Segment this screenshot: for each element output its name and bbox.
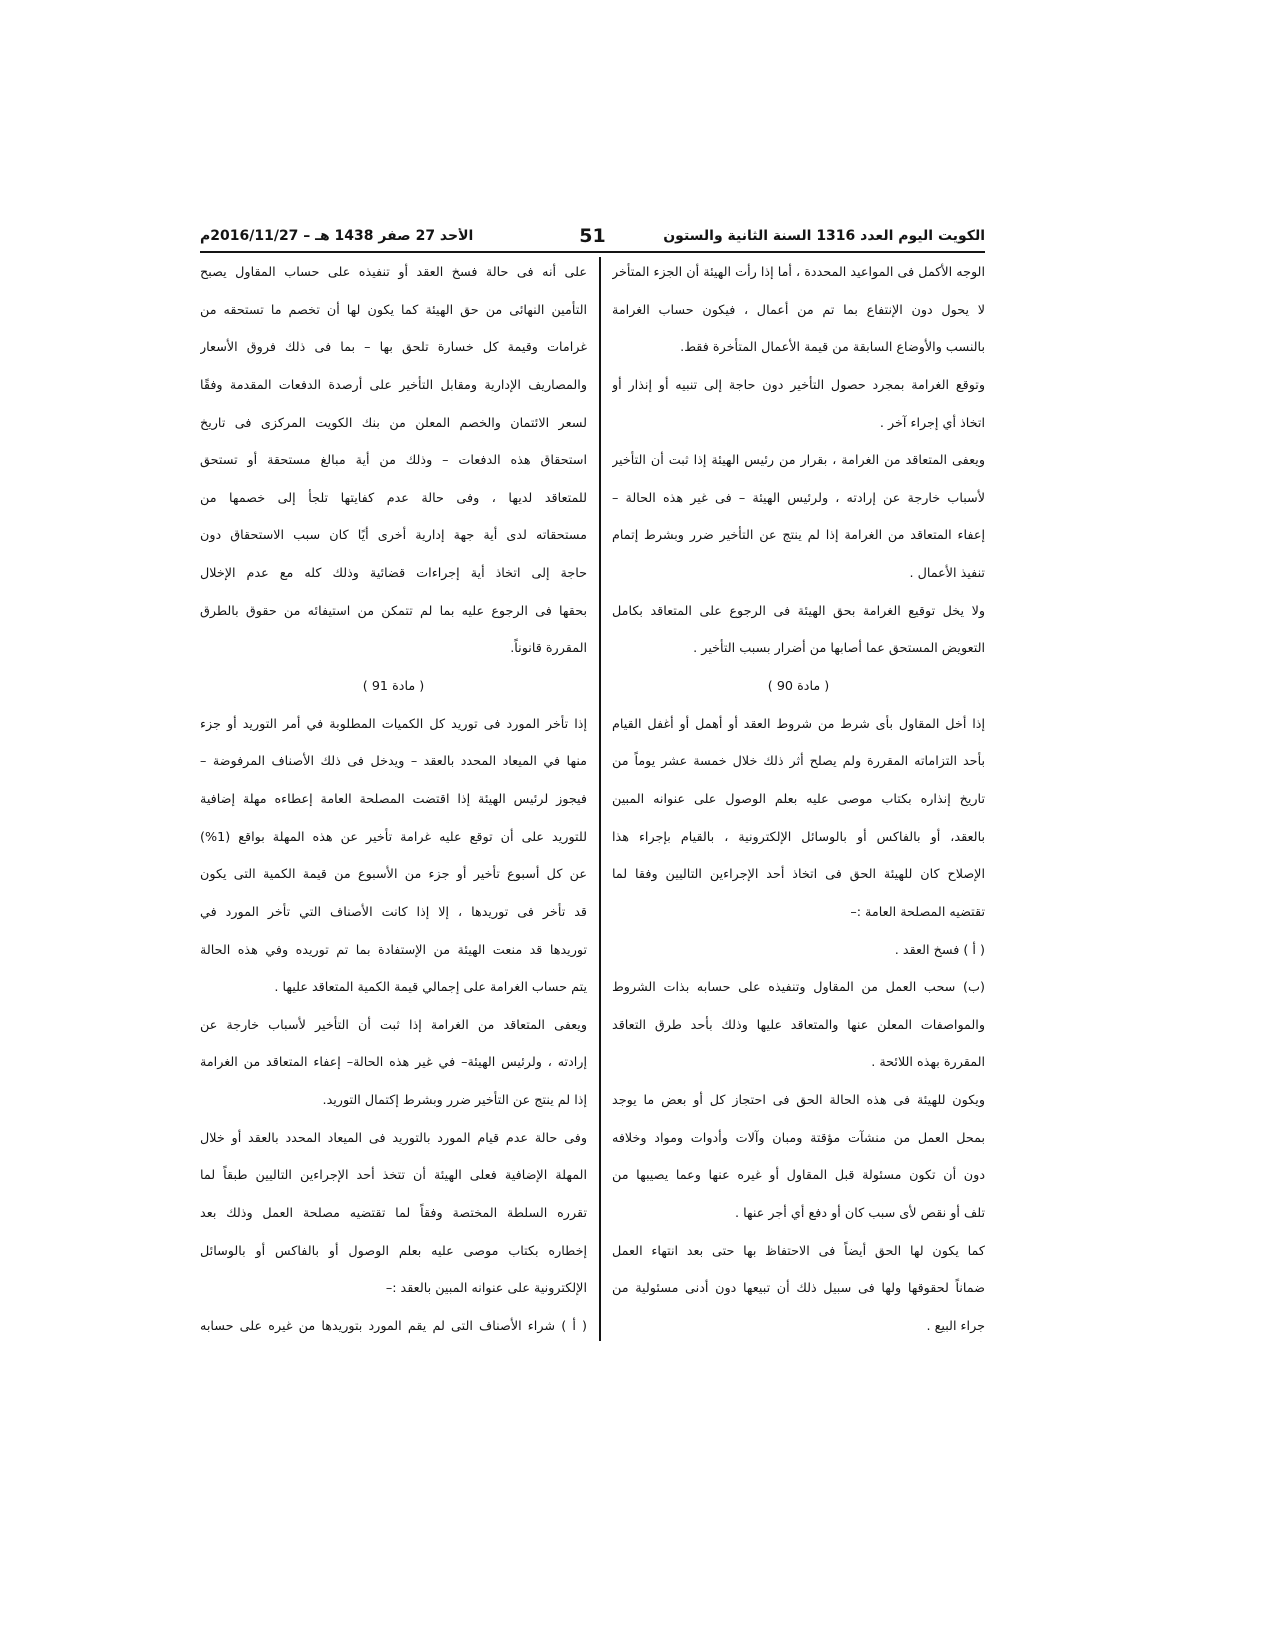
text-line: اتخاذ أي إجراء آخر . bbox=[879, 415, 985, 431]
text-line: ضماناً لحقوقها ولها فى سبيل ذلك أن تبيعها دون أدنى مسئولية من bbox=[612, 1281, 985, 1297]
paragraph bbox=[200, 1120, 587, 1308]
text-line: بالعقد، أو بالفاكس أو بالوسائل الإلكترونية ، بالقيام بإجراء هذا bbox=[612, 829, 985, 845]
text-line: غرامات وقيمة كل خسارة تلحق بها – بما فى ذلك فروق الأسعار bbox=[200, 340, 587, 356]
article-heading: ( مادة 91 ) bbox=[362, 679, 425, 695]
text-line: المقررة بهذه اللائحة . bbox=[871, 1055, 985, 1071]
text-line: وفى حالة عدم قيام المورد بالتوريد فى الميعاد المحدد بالعقد أو خلال bbox=[200, 1130, 587, 1146]
text-line: استحقاق هذه الدفعات – وذلك من أية مبالغ مستحقة أو تستحق bbox=[200, 453, 587, 469]
text-line: بالنسب والأوضاع السابقة من قيمة الأعمال المتأخرة فقط. bbox=[680, 340, 985, 356]
text-line: يتم حساب الغرامة على إجمالي قيمة الكمية المتعاقد عليها . bbox=[274, 980, 587, 996]
text-line: تلف أو نقص لأى سبب كان أو دفع أي أجر عنها . bbox=[735, 1206, 985, 1222]
text-line: لأسباب خارجة عن إرادته ، ولرئيس الهيئة – فى غير هذه الحالة – bbox=[612, 490, 985, 506]
text-line: إرادته ، ولرئيس الهيئة– في غير هذه الحالة– إعفاء المتعاقد من الغرامة bbox=[200, 1055, 587, 1071]
text-line: دون أن تكون مسئولة قبل المقاول أو غيره عنها وعما يصيبها من bbox=[612, 1168, 985, 1184]
paragraph bbox=[612, 932, 985, 970]
text-line: ويعفى المتعاقد من الغرامة ، بقرار من رئيس الهيئة إذا ثبت أن التأخير bbox=[612, 453, 985, 469]
text-line: منها في الميعاد المحدد بالعقد – ويدخل فى ذلك الأصناف المرفوضة – bbox=[200, 754, 587, 770]
text-line: ( أ ) شراء الأصناف التى لم يقم المورد بتوريدها من غيره على حسابه bbox=[200, 1318, 587, 1334]
text-line: جراء البيع . bbox=[926, 1318, 985, 1334]
publication-title: الكويت اليوم العدد 1316 السنة الثانية والستون bbox=[663, 228, 985, 244]
column-divider bbox=[599, 257, 601, 1341]
text-line: (ب) سحب العمل من المقاول وتنفيذه على حسابه بذات الشروط bbox=[612, 980, 985, 996]
paragraph bbox=[612, 706, 985, 932]
text-line: قد تأخر فى توريدها ، إلا إذا كانت الأصناف التي تأخر المورد في bbox=[200, 904, 587, 920]
page-number: 51 bbox=[579, 225, 606, 247]
paragraph bbox=[200, 254, 587, 668]
text-line: لا يحول دون الإنتفاع بما تم من أعمال ، فيكون حساب الغرامة bbox=[612, 302, 985, 318]
text-line: والمصاريف الإدارية ومقابل التأخير على أرصدة الدفعات المقدمة وفقًا bbox=[200, 377, 587, 393]
text-line: وتوقع الغرامة بمجرد حصول التأخير دون حاجة إلى تنبيه أو إنذار أو bbox=[612, 377, 985, 393]
text-line: حاجة إلى اتخاذ أية إجراءات قضائية وذلك كله مع عدم الإخلال bbox=[200, 566, 587, 582]
text-line: تقرره السلطة المختصة وفقاً لما تقتضيه مصلحة العمل وذلك بعد bbox=[200, 1206, 587, 1222]
text-line: كما يكون لها الحق أيضاً فى الاحتفاظ بها حتى بعد انتهاء العمل bbox=[612, 1243, 985, 1259]
paragraph bbox=[612, 254, 985, 367]
text-line: إذا لم ينتج عن التأخير ضرر وبشرط إكتمال التوريد. bbox=[322, 1093, 587, 1109]
text-line: الإلكترونية على عنوانه المبين بالعقد :– bbox=[385, 1281, 587, 1297]
header-rule bbox=[200, 251, 985, 253]
paragraph bbox=[612, 593, 985, 668]
paragraph bbox=[612, 969, 985, 1082]
text-line: عن كل أسبوع تأخير أو جزء من الأسبوع من قيمة الكمية التى يكون bbox=[200, 867, 587, 883]
page-header bbox=[200, 222, 985, 250]
paragraph bbox=[612, 442, 985, 593]
text-line: تاريخ إنذاره بكتاب موصى عليه بعلم الوصول على عنوانه المبين bbox=[612, 791, 985, 807]
text-line: ويعفى المتعاقد من الغرامة إذا ثبت أن التأخير لأسباب خارجة عن bbox=[200, 1017, 587, 1033]
text-line: إذا أخل المقاول بأى شرط من شروط العقد أو أهمل أو أغفل القيام bbox=[612, 716, 985, 732]
text-line: توريدها قد منعت الهيئة من الإستفادة بما تم توريده وفي هذه الحالة bbox=[200, 942, 587, 958]
text-line: المقررة قانوناً. bbox=[510, 641, 587, 657]
text-line: إعفاء المتعاقد من الغرامة إذا لم ينتج عن التأخير ضرر وبشرط إتمام bbox=[612, 528, 985, 544]
article-heading: ( مادة 90 ) bbox=[767, 679, 830, 695]
text-line: فيجوز لرئيس الهيئة إذا اقتضت المصلحة العامة إعطاءه مهلة إضافية bbox=[200, 791, 587, 807]
text-line: مستحقاته لدى أية جهة إدارية أخرى أيًا كان سبب الاستحقاق دون bbox=[200, 528, 587, 544]
text-line: على أنه فى حالة فسخ العقد أو تنفيذه على حساب المقاول يصبح bbox=[200, 265, 587, 280]
text-line: ولا يخل توقيع الغرامة بحق الهيئة فى الرجوع على المتعاقد بكامل bbox=[612, 603, 985, 619]
column-left bbox=[200, 254, 587, 1346]
text-line: التأمين النهائى من حق الهيئة كما يكون لها أن تخصم ما تستحقه من bbox=[200, 302, 587, 318]
text-line: الوجه الأكمل فى المواعيد المحددة ، أما إذا رأت الهيئة أن الجزء المتأخر bbox=[612, 265, 985, 280]
paragraph bbox=[200, 1007, 587, 1120]
text-line: المهلة الإضافية فعلى الهيئة أن تتخذ أحد الإجراءين التاليين طبقاً لما bbox=[200, 1168, 587, 1184]
column-right bbox=[612, 254, 985, 1346]
text-line: تقتضيه المصلحة العامة :– bbox=[850, 904, 985, 920]
text-line: بمحل العمل من منشآت مؤقتة ومبان وآلات وأدوات ومواد وخلافه bbox=[612, 1130, 985, 1146]
text-line: ويكون للهيئة فى هذه الحالة الحق فى احتجاز كل أو بعض ما يوجد bbox=[612, 1093, 985, 1109]
issue-date: الأحد 27 صفر 1438 هـ – 2016/11/27م bbox=[200, 228, 474, 244]
paragraph bbox=[612, 1082, 985, 1233]
text-line: ( أ ) فسخ العقد . bbox=[894, 942, 985, 958]
text-line: لسعر الائتمان والخصم المعلن من بنك الكويت المركزى فى تاريخ bbox=[200, 415, 587, 431]
text-line: بأحد التزاماته المقررة ولم يصلح أثر ذلك خلال خمسة عشر يوماً من bbox=[612, 754, 985, 770]
text-line: تنفيذ الأعمال . bbox=[909, 566, 985, 582]
text-line: الإصلاح كان للهيئة الحق فى اتخاذ أحد الإجراءين التاليين وفقا لما bbox=[612, 867, 985, 883]
text-line: إخطاره بكتاب موصى عليه بعلم الوصول أو بالفاكس أو بالوسائل bbox=[200, 1243, 587, 1259]
text-line: للتوريد على أن توقع عليه غرامة تأخير عن هذه المهلة بواقع (1%) bbox=[200, 829, 587, 845]
text-line: التعويض المستحق عما أصابها من أضرار بسبب التأخير . bbox=[693, 641, 985, 657]
text-line: للمتعاقد لديها ، وفى حالة عدم كفايتها تلجأ إلى خصمها من bbox=[200, 490, 587, 506]
paragraph bbox=[612, 1233, 985, 1346]
text-line: إذا تأخر المورد فى توريد كل الكميات المطلوبة في أمر التوريد أو جزء bbox=[200, 716, 587, 732]
text-line: والمواصفات المعلن عنها والمتعاقد عليها وذلك بأحد طرق التعاقد bbox=[612, 1017, 985, 1033]
text-line: بحقها فى الرجوع عليه بما لم تتمكن من استيفائه من حقوق بالطرق bbox=[200, 603, 587, 619]
paragraph bbox=[200, 1308, 587, 1346]
paragraph bbox=[612, 367, 985, 442]
paragraph bbox=[200, 706, 587, 1007]
